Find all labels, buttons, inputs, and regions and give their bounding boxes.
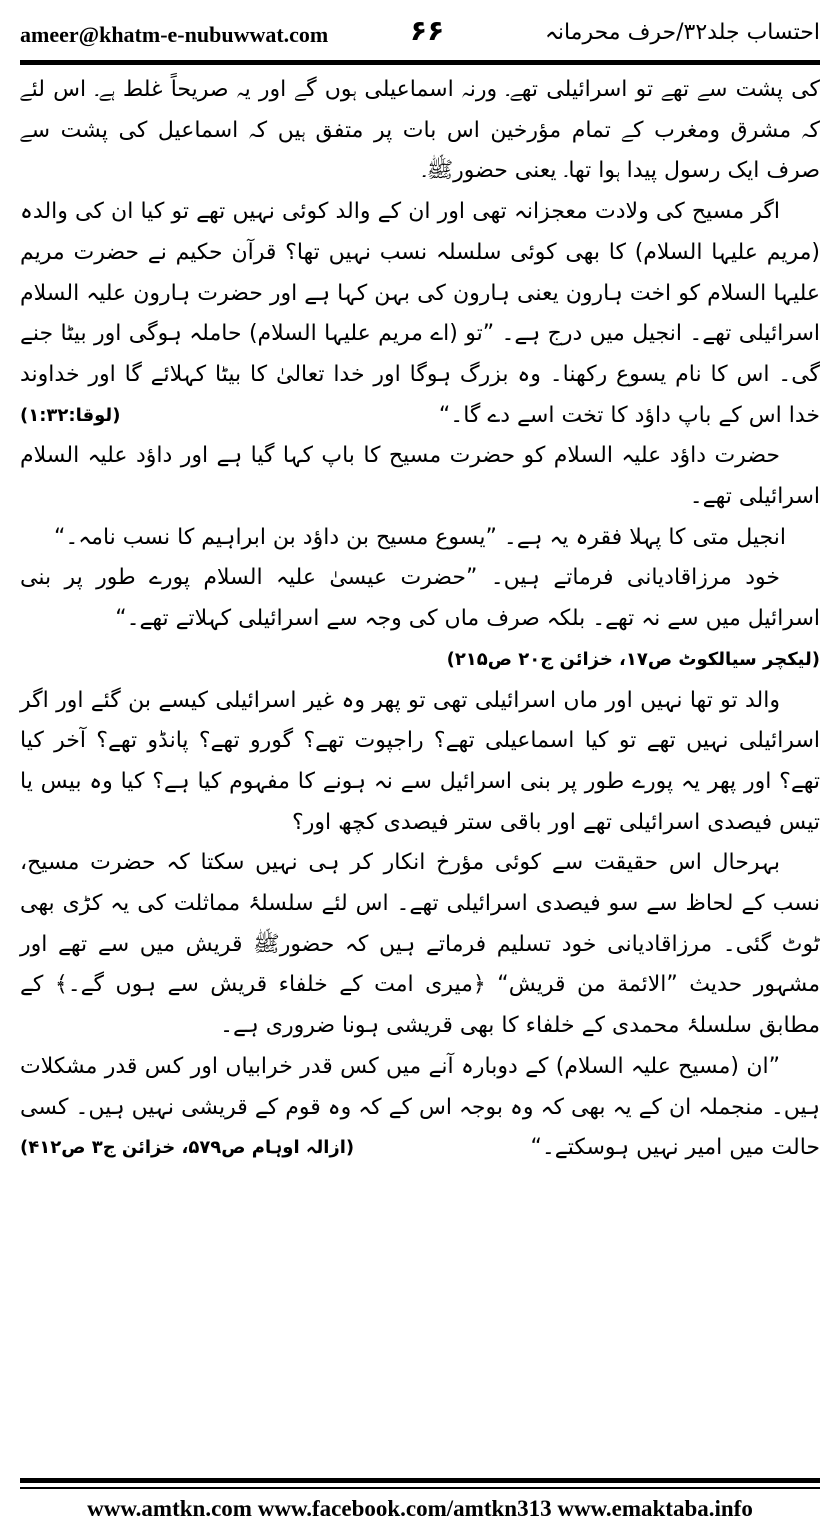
header-rule (20, 60, 820, 65)
book-title: احتساب جلد۳۲/حرف محرمانہ (544, 20, 820, 45)
paragraph-2 (20, 192, 820, 436)
paragraph-1: کی پشت سے تھے تو اسرائیلی تھے۔ ورنہ اسماعیلی ہوں گے اور یہ صریحاً غلط ہے۔ اس لئے کہ مشرق ومغرب کے تمام مؤرخین اس بات پر متفق ہیں کہ اسماعیل کی پشت سے صرف ایک رسول پیدا ہوا تھا۔ یعنی حضورﷺ۔ (20, 77, 820, 184)
citation-luke: (لوقا:۱:۳۲) (20, 404, 121, 426)
footer-links[interactable]: www.amtkn.com www.facebook.com/amtkn313 www.emaktaba.info (87, 1496, 753, 1521)
header-email[interactable]: ameer@khatm-e-nubuwwat.com (20, 22, 329, 47)
page-body (20, 70, 820, 1460)
paragraph-8 (20, 1047, 820, 1169)
paragraph-2-text: اگر مسیح کی ولادت معجزانہ تھی اور ان کے والد کوئی نہیں تھے تو کیا ان کی والدہ (مریم علیہا السلام) کا بھی کوئی سلسلہ نسب نہیں تھا؟ قرآن حکیم نے حضرت مریم علیہا السلام کو اخت ہارون یعنی ہارون کی بہن کہا ہے اور حضرت ہارون علیہ السلام اسرائیلی تھے۔ انجیل میں درج ہے۔ ”تو (اے مریم علیہا السلام) حاملہ ہوگی اور بیٹا جنے گی۔ اس کا نام یسوع رکھنا۔ وہ بزرگ ہوگا اور خدا تعالیٰ کا بیٹا کہلائے گا اور خداوند خدا اس کے باپ داؤد کا تخت اسے دے گا۔“ (20, 199, 820, 428)
paragraph-6: والد تو تھا نہیں اور ماں اسرائیلی تھی تو پھر وہ غیر اسرائیلی کیسے بن گئے اور اگر اسرائیلی نہیں تھے تو کیا اسماعیلی تھے؟ راجپوت تھے؟ گورو تھے؟ پانڈو تھے؟ آخر کیا تھے؟ اور پھر یہ پورے طور پر بنی اسرائیل سے نہ ہونے کا مفہوم کیا ہے؟ کیا وہ بیس یا تیس فیصدی اسرائیلی تھے اور باقی ستر فیصدی کچھ اور؟ (20, 687, 820, 835)
paragraph-7: بہرحال اس حقیقت سے کوئی مؤرخ انکار کر ہی نہیں سکتا کہ حضرت مسیح، نسب کے لحاظ سے سو فیصدی اسرائیلی تھے۔ اس لئے سلسلۂ مماثلت کی یہ کڑی بھی ٹوٹ گئی۔ مرزاقادیانی خود تسلیم فرماتے ہیں کہ حضورﷺ قریش میں سے تھے اور مشہور حدیث ”الائمة من قریش“ ﴿میری امت کے خلفاء قریش سے ہوں گے۔﴾ کے مطابق سلسلۂ محمدی کے خلفاء کا بھی قریشی ہونا ضروری ہے۔ (20, 850, 820, 1039)
paragraph-8-text: ”ان (مسیح علیہ السلام) کے دوبارہ آنے میں کس قدر خرابیاں اور کس قدر مشکلات ہیں۔ منجملہ ان کے یہ بھی کہ وہ بوجہ اس کے کہ وہ قوم کے قریشی نہیں ہیں۔ کسی حالت میں امیر نہیں ہوسکتے۔“ (20, 1053, 820, 1161)
footer-rule-thin (20, 1487, 820, 1489)
paragraph-3: حضرت داؤد علیہ السلام کو حضرت مسیح کا باپ کہا گیا ہے اور داؤد علیہ السلام اسرائیلی تھے۔ (20, 443, 820, 510)
paragraph-5: خود مرزاقادیانی فرماتے ہیں۔ ”حضرت عیسیٰ علیہ السلام پورے طور پر بنی اسرائیل میں سے نہ تھے۔ بلکہ صرف ماں کی وجہ سے اسرائیلی کہلاتے تھے۔“ (20, 565, 820, 632)
footer-rule-thick (20, 1478, 820, 1483)
page-header (20, 14, 820, 54)
paragraph-4: انجیل متی کا پہلا فقرہ یہ ہے۔ ”یسوع مسیح بن داؤد بن ابراہیم کا نسب نامہ۔“ (53, 524, 786, 550)
page-number: ۶۶ (410, 14, 445, 47)
citation-izala-auham: (ازالہ اوہام ص۵۷۹، خزائن ج۳ ص۴۱۲) (20, 1137, 355, 1159)
citation-lecture-sialkot: (لیکچر سیالکوٹ ص۱۷، خزائن ج۲۰ ص۲۱۵) (446, 648, 820, 670)
